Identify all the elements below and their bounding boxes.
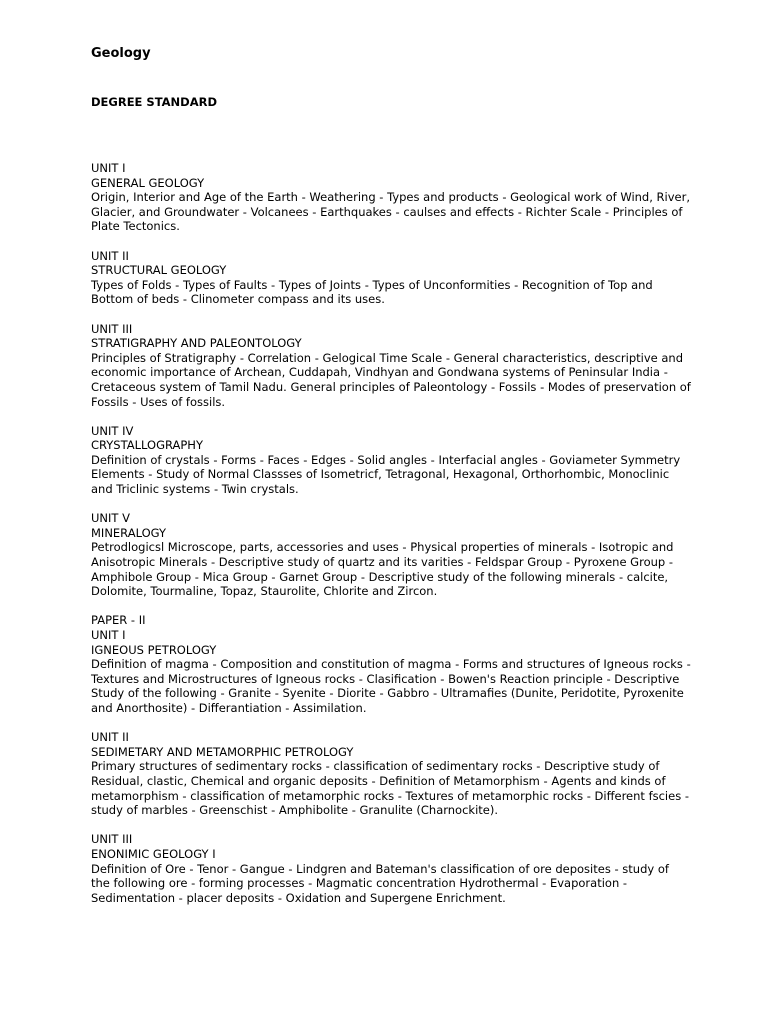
unit-section (91, 832, 691, 905)
unit-name: STRUCTURAL GEOLOGY (91, 263, 227, 278)
unit-number: UNIT V (91, 511, 130, 526)
unit-text: Definition of magma - Composition and constitution of magma - Forms and structures of Igneous rocks - Textures and Microstructures of Igneous rocks - Clasification - Bowen's Reaction principle - Descriptive Study of the following - Granite - Syenite - Diorite - Gabbro - Ultramafies (Dunite, Peridotite, Pyroxenite and Anorthosite) - Differantiation - Assimilation. (91, 657, 691, 715)
unit-name: ENONIMIC GEOLOGY I (91, 846, 216, 861)
paper-heading: PAPER - II (91, 613, 146, 628)
unit-text: Definition of Ore - Tenor - Gangue - Lindgren and Bateman's classification of ore deposites - study of the following ore - forming processes - Magmatic concentration Hydrothermal - Evaporation - Sedimentation - placer deposits - Oxidation and Supergene Enrichment. (91, 861, 669, 905)
unit-name: STRATIGRAPHY AND PALEONTOLOGY (91, 336, 302, 351)
unit-text: Principles of Stratigraphy - Correlation - Gelogical Time Scale - General characteristics, descriptive and economic importance of Archean, Cuddapah, Vindhyan and Gondwana systems of Peninsular India - Cretaceous system of Tamil Nadu. General principles of Paleontology - Fossils - Modes of preservation of Fossils - Uses of fossils. (91, 350, 691, 409)
syllabus-content (91, 161, 691, 920)
unit-number: UNIT I (91, 161, 126, 175)
unit-name: GENERAL GEOLOGY (91, 175, 205, 190)
unit-name: SEDIMETARY AND METAMORPHIC PETROLOGY (91, 744, 354, 759)
unit-number: UNIT II (91, 248, 129, 263)
unit-section (91, 249, 691, 307)
unit-number: UNIT II (91, 730, 129, 745)
unit-text: Origin, Interior and Age of the Earth - Weathering - Types and products - Geological work of Wind, River, Glacier, and Groundwater - Volcanees - Earthquakes - caulses and effects - Richter Scale - Principles of Plate Tectonics. (91, 190, 690, 234)
unit-section (91, 613, 691, 715)
unit-number: UNIT III (91, 321, 133, 336)
unit-number: UNIT I (91, 628, 126, 642)
unit-section (91, 161, 691, 234)
unit-section (91, 730, 691, 818)
unit-section (91, 424, 691, 497)
unit-section (91, 511, 691, 599)
unit-section (91, 322, 691, 410)
unit-name: CRYSTALLOGRAPHY (91, 438, 203, 453)
document-title: Geology (91, 46, 151, 61)
unit-name: IGNEOUS PETROLOGY (91, 642, 217, 657)
unit-text: Primary structures of sedimentary rocks - classification of sedimentary rocks - Descriptive study of Residual, clastic, Chemical and organic deposits - Definition of Metamorphism - Agents and kinds of metamorphism - classification of metamorphic rocks - Textures of metamorphic rocks - Different fscies - study of marbles - Greenschist - Amphibolite - Granulite (Charnockite). (91, 759, 689, 818)
unit-text: Types of Folds - Types of Faults - Types of Joints - Types of Unconformities - Recognition of Top and Bottom of beds - Clinometer compass and its uses. (91, 277, 653, 307)
unit-text: Petrodlogicsl Microscope, parts, accessories and uses - Physical properties of minerals - Isotropic and Anisotropic Minerals - Descriptive study of quartz and its varities - Feldspar Group - Pyroxene Group - Amphibole Group - Mica Group - Garnet Group - Descriptive study of the following minerals - calcite, Dolomite, Tourmaline, Topaz, Staurolite, Chlorite and Zircon. (91, 540, 674, 599)
document-subtitle: DEGREE STANDARD (91, 95, 218, 109)
unit-text: Definition of crystals - Forms - Faces - Edges - Solid angles - Interfacial angles - Goviameter Symmetry Elements - Study of Normal Classses of Isometricf, Tetragonal, Hexagonal, Orthorhombic, Monoclinic and Triclinic systems - Twin crystals. (91, 452, 681, 497)
unit-number: UNIT III (91, 832, 133, 847)
unit-name: MINERALOGY (91, 525, 166, 540)
unit-number: UNIT IV (91, 423, 134, 438)
